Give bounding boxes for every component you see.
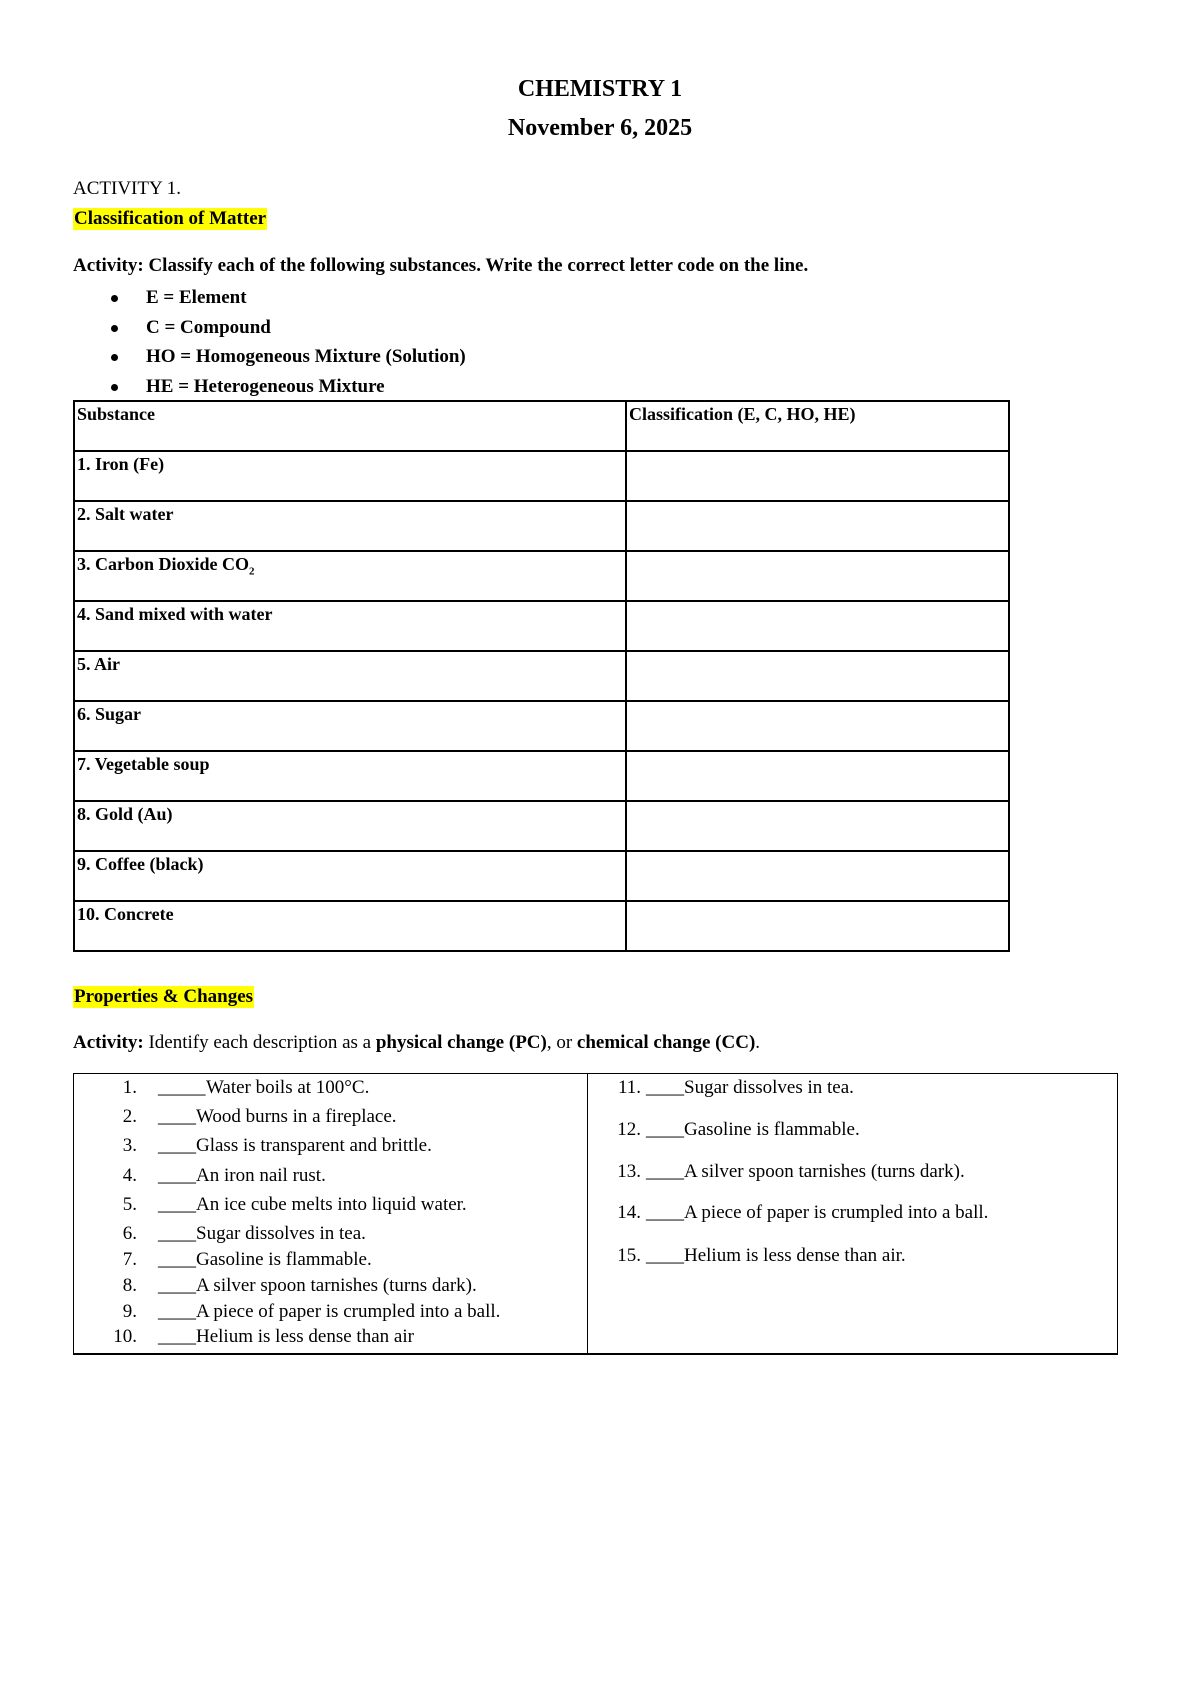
item-number: 5. xyxy=(122,1194,137,1215)
substance-cell: 1. Iron (Fe) xyxy=(74,451,626,501)
item-text: A silver spoon tarnishes (turns dark). xyxy=(196,1275,477,1296)
answer-cell[interactable] xyxy=(626,451,1009,501)
answer-blank[interactable]: ____ xyxy=(158,1301,196,1322)
answer-blank[interactable]: ____ xyxy=(646,1161,684,1182)
list-item xyxy=(74,1325,584,1349)
answer-blank[interactable]: ____ xyxy=(158,1165,196,1186)
activity-heading: ACTIVITY 1. xyxy=(73,178,181,199)
item-text: Sugar dissolves in tea. xyxy=(196,1223,366,1244)
list-item xyxy=(588,1244,1098,1268)
legend-item: C = Compound xyxy=(73,313,466,343)
item-text: Helium is less dense than air. xyxy=(684,1245,906,1266)
item-number: 13. xyxy=(617,1161,641,1182)
item-number: 12. xyxy=(617,1119,641,1140)
substance-cell: 2. Salt water xyxy=(74,501,626,551)
table-row xyxy=(74,601,1009,651)
list-item xyxy=(74,1222,584,1246)
table-row xyxy=(74,851,1009,901)
answer-blank[interactable]: ____ xyxy=(646,1202,684,1223)
table-row xyxy=(74,501,1009,551)
substance-cell: 6. Sugar xyxy=(74,701,626,751)
item-number: 10. xyxy=(113,1326,137,1347)
item-number: 3. xyxy=(122,1135,137,1156)
list-item xyxy=(74,1248,584,1272)
legend-item: HE = Heterogeneous Mixture xyxy=(73,372,466,402)
answer-blank[interactable]: ____ xyxy=(158,1275,196,1296)
answer-blank[interactable]: ____ xyxy=(646,1119,684,1140)
page-title: CHEMISTRY 1 xyxy=(517,76,683,102)
item-number: 4. xyxy=(122,1165,137,1186)
list-item xyxy=(588,1160,1098,1184)
item-number: 11. xyxy=(617,1077,641,1098)
header-substance: Substance xyxy=(74,401,626,451)
answer-cell[interactable] xyxy=(626,701,1009,751)
answer-blank[interactable]: ____ xyxy=(646,1245,684,1266)
item-text: Gasoline is flammable. xyxy=(196,1249,372,1270)
changes-table xyxy=(73,1073,1118,1355)
table-row xyxy=(74,901,1009,951)
page-date: November 6, 2025 xyxy=(507,115,693,141)
item-text: Helium is less dense than air xyxy=(196,1326,414,1347)
substance-cell: 9. Coffee (black) xyxy=(74,851,626,901)
substance-cell: 3. Carbon Dioxide $CO_2$ xyxy=(74,551,626,601)
header-classification: Classification (E, C, HO, HE) xyxy=(626,401,1009,451)
answer-cell[interactable] xyxy=(626,501,1009,551)
table-row xyxy=(74,451,1009,501)
answer-cell[interactable] xyxy=(626,651,1009,701)
answer-blank[interactable]: ____ xyxy=(158,1194,196,1215)
item-number: 9. xyxy=(122,1301,137,1322)
list-item xyxy=(588,1076,1098,1100)
bullet-icon xyxy=(111,354,118,361)
list-item xyxy=(74,1105,584,1129)
item-text: Water boils at 100°C. xyxy=(206,1077,370,1098)
table-row xyxy=(74,551,1009,601)
classification-table xyxy=(73,400,1010,952)
item-number: 14. xyxy=(617,1202,641,1223)
substance-cell: 4. Sand mixed with water xyxy=(74,601,626,651)
bullet-icon xyxy=(111,325,118,332)
item-text: A piece of paper is crumpled into a ball. xyxy=(684,1202,989,1223)
list-item xyxy=(74,1134,584,1158)
legend-item: E = Element xyxy=(73,283,466,313)
item-text: An iron nail rust. xyxy=(196,1165,326,1186)
answer-blank[interactable]: ____ xyxy=(158,1249,196,1270)
list-item xyxy=(588,1201,1098,1225)
list-item xyxy=(74,1193,584,1217)
item-number: 15. xyxy=(617,1245,641,1266)
table-row xyxy=(74,801,1009,851)
answer-cell[interactable] xyxy=(626,901,1009,951)
item-number: 1. xyxy=(122,1077,137,1098)
bullet-icon xyxy=(111,384,118,391)
table-row xyxy=(74,701,1009,751)
answer-blank[interactable]: _____ xyxy=(158,1077,206,1098)
item-text: An ice cube melts into liquid water. xyxy=(196,1194,467,1215)
list-item xyxy=(74,1274,584,1298)
item-text: Wood burns in a fireplace. xyxy=(196,1106,397,1127)
answer-blank[interactable]: ____ xyxy=(646,1077,684,1098)
answer-cell[interactable] xyxy=(626,851,1009,901)
answer-cell[interactable] xyxy=(626,801,1009,851)
legend-list xyxy=(73,283,466,401)
activity1-instruction: Activity: Classify each of the following substances. Write the correct letter code on the line. xyxy=(73,255,809,276)
table-row xyxy=(74,751,1009,801)
legend-item: HO = Homogeneous Mixture (Solution) xyxy=(73,342,466,372)
item-number: 6. xyxy=(122,1223,137,1244)
item-number: 2. xyxy=(122,1106,137,1127)
answer-blank[interactable]: ____ xyxy=(158,1326,196,1347)
bullet-icon xyxy=(111,295,118,302)
substance-cell: 7. Vegetable soup xyxy=(74,751,626,801)
list-item xyxy=(74,1076,584,1100)
item-text: A piece of paper is crumpled into a ball. xyxy=(196,1301,501,1322)
item-text: A silver spoon tarnishes (turns dark). xyxy=(684,1161,965,1182)
item-text: Gasoline is flammable. xyxy=(684,1119,860,1140)
item-text: Glass is transparent and brittle. xyxy=(196,1135,432,1156)
table-row xyxy=(74,651,1009,701)
section-title-classification: Classification of Matter xyxy=(74,208,267,229)
answer-cell[interactable] xyxy=(626,601,1009,651)
answer-blank[interactable]: ____ xyxy=(158,1135,196,1156)
list-item xyxy=(588,1118,1098,1142)
substance-cell: 8. Gold (Au) xyxy=(74,801,626,851)
answer-blank[interactable]: ____ xyxy=(158,1223,196,1244)
item-text: Sugar dissolves in tea. xyxy=(684,1077,854,1098)
answer-blank[interactable]: ____ xyxy=(158,1106,196,1127)
item-number: 8. xyxy=(122,1275,137,1296)
answer-cell[interactable] xyxy=(626,751,1009,801)
answer-cell[interactable] xyxy=(626,551,1009,601)
activity2-instruction: Activity: Identify each description as a physical change (PC), or chemical change (CC). xyxy=(73,1032,761,1053)
list-item xyxy=(74,1164,584,1188)
section-title-properties: Properties & Changes xyxy=(74,986,254,1007)
list-item xyxy=(74,1300,584,1324)
substance-cell: 5. Air xyxy=(74,651,626,701)
table-header-row xyxy=(74,401,1009,451)
item-number: 7. xyxy=(122,1249,137,1270)
substance-cell: 10. Concrete xyxy=(74,901,626,951)
